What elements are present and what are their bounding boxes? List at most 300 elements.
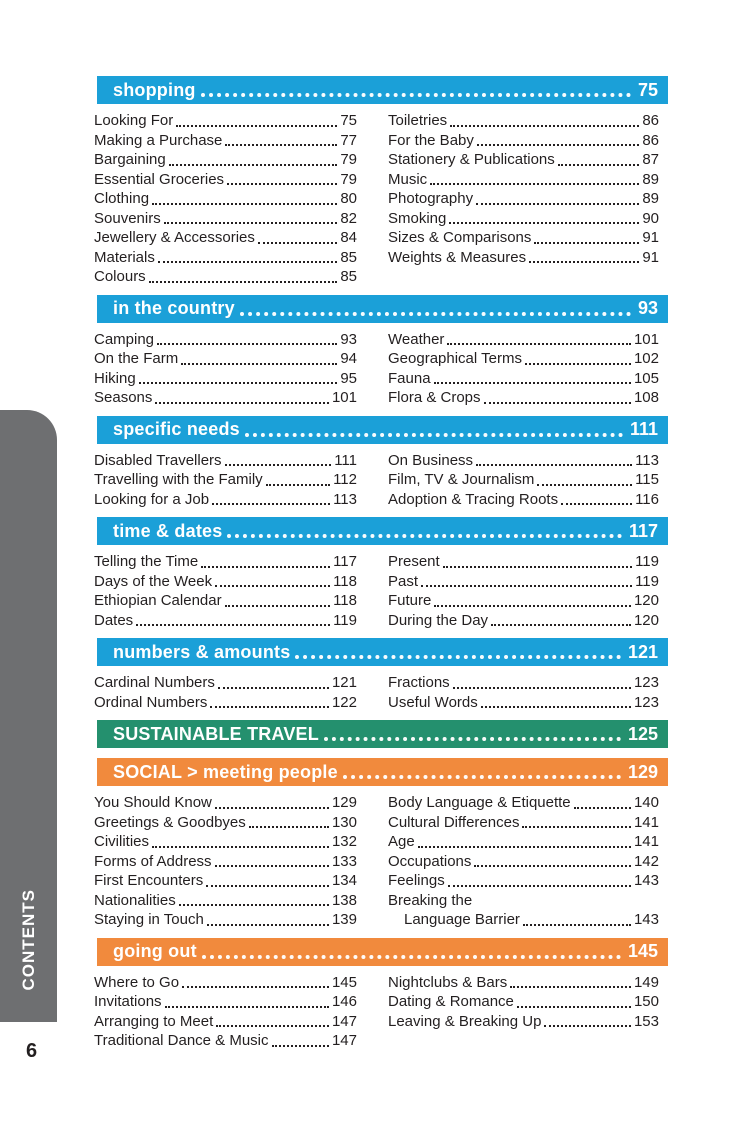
page-number: 6 xyxy=(26,1040,38,1062)
entry-page: 85 xyxy=(340,268,357,285)
entry-leader-dots xyxy=(484,388,631,404)
toc-entry xyxy=(94,591,357,611)
toc-entry xyxy=(94,552,357,572)
entry-label: Useful Words xyxy=(388,693,478,711)
entry-label: Colours xyxy=(94,268,146,285)
entry-leader-dots xyxy=(421,572,632,588)
entry-leader-dots xyxy=(443,552,632,568)
entry-label: Materials xyxy=(94,248,155,266)
entry-page: 112 xyxy=(333,471,357,488)
entry-page: 150 xyxy=(633,993,659,1010)
entry-leader-dots xyxy=(249,813,329,829)
section-leader-dots xyxy=(343,763,621,779)
toc-entry xyxy=(94,330,357,350)
entry-page: 121 xyxy=(331,674,357,691)
toc-section xyxy=(94,416,668,518)
entry-label: Travelling with the Family xyxy=(94,471,263,488)
section-page: 129 xyxy=(627,761,658,782)
toc-entry xyxy=(94,490,357,510)
entry-page: 119 xyxy=(635,553,659,570)
entry-leader-dots xyxy=(491,611,631,627)
section-title: in the country xyxy=(113,298,235,318)
section-leader-dots xyxy=(324,725,621,741)
entry-label: Toiletries xyxy=(388,112,448,129)
entry-page: 122 xyxy=(331,693,357,711)
entry-leader-dots xyxy=(574,793,631,809)
entry-leader-dots xyxy=(450,111,639,127)
entry-page: 102 xyxy=(633,350,659,367)
section-bar xyxy=(97,517,668,545)
entry-page: 86 xyxy=(642,131,659,149)
toc-entry xyxy=(388,910,659,930)
toc-entry xyxy=(388,111,659,131)
toc-entry xyxy=(94,673,357,693)
toc-entry xyxy=(388,852,659,872)
entry-label: Invitations xyxy=(94,993,162,1010)
entry-page: 147 xyxy=(331,1032,357,1049)
entry-leader-dots xyxy=(544,1012,631,1028)
toc-entry xyxy=(94,992,357,1012)
entry-label: Jewellery & Accessories xyxy=(94,229,255,246)
left-column xyxy=(94,973,357,1051)
right-column xyxy=(388,330,659,408)
section-bar xyxy=(97,720,668,748)
section-page: 121 xyxy=(627,641,658,662)
entry-page: 120 xyxy=(633,592,659,609)
entry-label: Weights & Measures xyxy=(388,248,527,266)
entry-label: Nightclubs & Bars xyxy=(388,973,508,991)
entry-page: 89 xyxy=(642,190,659,207)
entry-page: 84 xyxy=(340,229,357,246)
toc-entry xyxy=(94,832,357,852)
entry-leader-dots xyxy=(510,973,631,989)
section-page: 111 xyxy=(629,419,658,439)
toc-entry xyxy=(388,611,659,631)
entry-label: Clothing xyxy=(94,190,150,207)
contents-tab-label: CONTENTS xyxy=(18,888,38,990)
entry-label: Telling the Time xyxy=(94,553,199,570)
entry-leader-dots xyxy=(476,451,632,467)
entry-page: 141 xyxy=(633,813,659,831)
toc-entry xyxy=(94,369,357,389)
left-column xyxy=(94,552,357,630)
toc-entry xyxy=(388,150,659,170)
entry-page: 82 xyxy=(340,209,357,227)
section-title: SUSTAINABLE TRAVEL xyxy=(113,723,319,744)
entry-leader-dots xyxy=(448,871,631,887)
entry-leader-dots xyxy=(225,591,330,607)
entry-label: Breaking the xyxy=(388,891,473,909)
entry-page: 101 xyxy=(633,330,659,348)
entry-label: Dating & Romance xyxy=(388,993,514,1010)
entry-leader-dots xyxy=(216,1012,329,1028)
toc-entry xyxy=(94,572,357,592)
entry-page: 142 xyxy=(633,852,659,870)
toc-entry xyxy=(388,591,659,611)
entry-page: 140 xyxy=(633,794,659,811)
left-column xyxy=(94,673,357,712)
entry-leader-dots xyxy=(561,490,632,506)
entry-page: 116 xyxy=(635,490,659,508)
entry-label: On the Farm xyxy=(94,350,179,367)
entry-page: 119 xyxy=(635,572,659,590)
entry-leader-dots xyxy=(179,891,329,907)
entry-leader-dots xyxy=(434,369,631,385)
section-page: 145 xyxy=(627,941,658,961)
entry-page: 95 xyxy=(340,369,357,387)
entry-label: Nationalities xyxy=(94,891,176,909)
entry-leader-dots xyxy=(258,228,337,244)
toc-entry xyxy=(388,490,659,510)
toc-entry xyxy=(388,470,659,490)
toc-section xyxy=(94,295,668,416)
entry-label: Age xyxy=(388,833,415,850)
toc-entry xyxy=(94,111,357,131)
entry-leader-dots xyxy=(218,673,329,689)
entry-label: Past xyxy=(388,572,419,590)
entry-leader-dots xyxy=(477,131,639,147)
entry-label: Looking For xyxy=(94,112,174,129)
entry-page: 94 xyxy=(340,350,357,367)
toc-entry xyxy=(388,871,659,891)
entry-page: 149 xyxy=(633,973,659,991)
toc-content xyxy=(94,76,668,1059)
entry-leader-dots xyxy=(534,228,639,244)
section-title: numbers & amounts xyxy=(113,641,291,662)
entry-leader-dots xyxy=(266,470,330,486)
entry-page: 139 xyxy=(331,911,357,928)
entry-label: Forms of Address xyxy=(94,852,212,870)
entry-leader-dots xyxy=(155,388,329,404)
entry-leader-dots xyxy=(418,832,631,848)
entry-label: Arranging to Meet xyxy=(94,1012,214,1030)
section-columns xyxy=(94,104,668,295)
toc-entry xyxy=(94,170,357,190)
entry-label: Greetings & Goodbyes xyxy=(94,813,246,831)
entry-page: 132 xyxy=(331,833,357,850)
toc-entry xyxy=(388,330,659,350)
entry-leader-dots xyxy=(517,992,631,1008)
entry-page: 133 xyxy=(331,852,357,870)
entry-leader-dots xyxy=(165,992,329,1008)
toc-entry xyxy=(94,852,357,872)
toc-entry xyxy=(94,871,357,891)
entry-label: Camping xyxy=(94,330,155,348)
toc-entry xyxy=(388,572,659,592)
entry-leader-dots xyxy=(225,131,337,147)
right-column xyxy=(388,451,659,510)
entry-label: Souvenirs xyxy=(94,209,161,227)
entry-label: Disabled Travellers xyxy=(94,451,222,469)
toc-entry xyxy=(94,209,357,229)
entry-label: Dates xyxy=(94,611,134,629)
entry-label: Ordinal Numbers xyxy=(94,693,208,711)
right-column xyxy=(388,973,659,1032)
entry-label: Where to Go xyxy=(94,973,180,991)
entry-label: Occupations xyxy=(388,852,472,870)
entry-page: 80 xyxy=(340,190,357,207)
entry-page: 93 xyxy=(340,330,357,348)
section-page: 93 xyxy=(637,298,658,318)
entry-page: 147 xyxy=(331,1012,357,1030)
entry-page: 105 xyxy=(633,369,659,387)
entry-leader-dots xyxy=(537,470,632,486)
entry-label: Seasons xyxy=(94,389,153,406)
entry-page: 87 xyxy=(642,151,659,168)
toc-section xyxy=(94,76,668,295)
toc-entry xyxy=(94,131,357,151)
entry-leader-dots xyxy=(481,693,631,709)
entry-leader-dots xyxy=(207,910,329,926)
left-column xyxy=(94,793,357,930)
entry-page: 117 xyxy=(333,553,357,570)
toc-entry xyxy=(388,992,659,1012)
entry-page: 123 xyxy=(633,674,659,691)
entry-leader-dots xyxy=(215,572,330,588)
entry-label: Smoking xyxy=(388,209,447,227)
entry-label: For the Baby xyxy=(388,131,474,149)
entry-page: 129 xyxy=(331,794,357,811)
toc-section xyxy=(94,938,668,1059)
entry-label: Ethiopian Calendar xyxy=(94,592,222,609)
entry-leader-dots xyxy=(529,248,639,264)
entry-leader-dots xyxy=(474,852,631,868)
section-page: 125 xyxy=(627,723,658,744)
entry-leader-dots xyxy=(152,832,329,848)
toc-entry xyxy=(94,470,357,490)
entry-page: 141 xyxy=(633,833,659,850)
section-leader-dots xyxy=(295,643,621,659)
entry-leader-dots xyxy=(157,330,337,346)
section-title: SOCIAL > meeting people xyxy=(113,761,338,782)
toc-section xyxy=(94,638,668,720)
entry-page: 138 xyxy=(331,891,357,909)
toc-entry xyxy=(94,813,357,833)
right-column xyxy=(388,673,659,712)
entry-leader-dots xyxy=(169,150,338,166)
entry-page: 153 xyxy=(633,1012,659,1030)
entry-page: 77 xyxy=(340,131,357,149)
entry-label: Days of the Week xyxy=(94,572,213,590)
toc-entry xyxy=(94,189,357,209)
toc-entry xyxy=(388,170,659,190)
toc-entry xyxy=(94,248,357,268)
entry-page: 91 xyxy=(642,229,659,246)
section-title: shopping xyxy=(113,79,196,100)
section-columns xyxy=(94,666,668,720)
entry-page: 79 xyxy=(340,170,357,188)
entry-label: Leaving & Breaking Up xyxy=(388,1012,542,1030)
entry-label: Sizes & Comparisons xyxy=(388,229,532,246)
entry-page: 145 xyxy=(331,973,357,991)
entry-page: 79 xyxy=(340,151,357,168)
toc-entry xyxy=(388,793,659,813)
entry-leader-dots xyxy=(152,189,337,205)
entry-page: 113 xyxy=(635,451,659,469)
toc-entry xyxy=(388,189,659,209)
entry-page: 146 xyxy=(331,993,357,1010)
section-bar xyxy=(97,416,668,444)
section-bar xyxy=(97,758,668,786)
entry-page: 123 xyxy=(633,693,659,711)
entry-leader-dots xyxy=(210,693,329,709)
toc-entry xyxy=(94,1012,357,1032)
entry-page: 75 xyxy=(340,112,357,129)
entry-label: Geographical Terms xyxy=(388,350,522,367)
entry-leader-dots xyxy=(212,490,330,506)
section-leader-dots xyxy=(201,81,631,97)
section-title: going out xyxy=(113,941,197,961)
entry-page: 108 xyxy=(633,389,659,406)
toc-entry xyxy=(94,228,357,248)
entry-leader-dots xyxy=(215,793,329,809)
entry-leader-dots xyxy=(149,267,338,283)
entry-label: Body Language & Etiquette xyxy=(388,794,571,811)
entry-leader-dots xyxy=(449,209,639,225)
entry-page: 143 xyxy=(633,872,659,889)
entry-page: 134 xyxy=(331,872,357,889)
section-leader-dots xyxy=(227,522,622,538)
section-title: time & dates xyxy=(113,520,223,541)
left-column xyxy=(94,451,357,510)
contents-tab xyxy=(0,410,57,1022)
section-columns xyxy=(94,545,668,638)
entry-label: Fractions xyxy=(388,674,450,691)
entry-leader-dots xyxy=(453,673,631,689)
section-leader-dots xyxy=(240,300,631,316)
toc-section xyxy=(94,720,668,748)
entry-leader-dots xyxy=(522,813,631,829)
entry-label: Music xyxy=(388,170,428,188)
left-column xyxy=(94,330,357,408)
entry-leader-dots xyxy=(434,591,631,607)
entry-leader-dots xyxy=(525,349,631,365)
entry-page: 119 xyxy=(333,611,357,629)
entry-leader-dots xyxy=(181,349,337,365)
toc-entry xyxy=(94,611,357,631)
entry-label: Traditional Dance & Music xyxy=(94,1032,269,1049)
entry-leader-dots xyxy=(201,552,330,568)
toc-entry xyxy=(94,150,357,170)
entry-page: 130 xyxy=(331,813,357,831)
section-bar xyxy=(97,76,668,104)
right-column xyxy=(388,793,659,930)
toc-entry xyxy=(388,813,659,833)
toc-entry xyxy=(388,891,659,911)
toc-entry xyxy=(388,131,659,151)
section-columns xyxy=(94,323,668,416)
entry-leader-dots xyxy=(225,451,332,467)
entry-leader-dots xyxy=(164,209,338,225)
section-bar xyxy=(97,638,668,666)
entry-label: Making a Purchase xyxy=(94,131,223,149)
entry-label: Cultural Differences xyxy=(388,813,520,831)
toc-entry xyxy=(388,673,659,693)
entry-leader-dots xyxy=(215,852,329,868)
entry-page: 115 xyxy=(635,471,659,488)
toc-entry xyxy=(94,693,357,713)
toc-entry xyxy=(388,451,659,471)
entry-label: First Encounters xyxy=(94,872,204,889)
toc-entry xyxy=(94,451,357,471)
entry-label: Cardinal Numbers xyxy=(94,674,215,691)
toc-entry xyxy=(388,1012,659,1032)
entry-leader-dots xyxy=(558,150,640,166)
entry-label: Future xyxy=(388,592,432,609)
entry-leader-dots xyxy=(206,871,329,887)
entry-label: Stationery & Publications xyxy=(388,151,555,168)
entry-leader-dots xyxy=(182,973,329,989)
toc-entry xyxy=(94,973,357,993)
toc-entry xyxy=(94,910,357,930)
entry-page: 118 xyxy=(333,572,357,590)
entry-leader-dots xyxy=(476,189,639,205)
entry-page: 86 xyxy=(642,112,659,129)
entry-page: 90 xyxy=(642,209,659,227)
entry-label: Hiking xyxy=(94,369,136,387)
section-leader-dots xyxy=(202,943,621,959)
section-bar xyxy=(97,295,668,323)
entry-label: Feelings xyxy=(388,872,445,889)
entry-page: 85 xyxy=(340,248,357,266)
entry-label: During the Day xyxy=(388,611,489,629)
toc-entry xyxy=(388,973,659,993)
toc-entry xyxy=(388,693,659,713)
toc-entry xyxy=(388,832,659,852)
entry-label: Civilities xyxy=(94,833,150,850)
right-column xyxy=(388,552,659,630)
entry-label: Looking for a Job xyxy=(94,490,210,508)
entry-page: 118 xyxy=(333,592,357,609)
toc-entry xyxy=(94,349,357,369)
toc-entry xyxy=(94,1031,357,1051)
entry-label: Present xyxy=(388,553,440,570)
entry-leader-dots xyxy=(136,611,330,627)
toc-entry xyxy=(388,209,659,229)
entry-leader-dots xyxy=(176,111,337,127)
toc-entry xyxy=(94,793,357,813)
entry-leader-dots xyxy=(158,248,337,264)
left-column xyxy=(94,111,357,287)
entry-label: Film, TV & Journalism xyxy=(388,471,535,488)
section-page: 75 xyxy=(637,79,658,100)
entry-page: 89 xyxy=(642,170,659,188)
entry-label: Staying in Touch xyxy=(94,911,204,928)
entry-label: On Business xyxy=(388,451,474,469)
section-columns xyxy=(94,786,668,938)
toc-entry xyxy=(388,349,659,369)
toc-entry xyxy=(94,388,357,408)
section-columns xyxy=(94,966,668,1059)
toc-entry xyxy=(388,369,659,389)
entry-leader-dots xyxy=(272,1031,329,1047)
entry-leader-dots xyxy=(523,910,631,926)
entry-label: Fauna xyxy=(388,369,431,387)
entry-leader-dots xyxy=(227,170,337,186)
section-leader-dots xyxy=(245,421,623,437)
toc-section xyxy=(94,758,668,938)
toc-entry xyxy=(388,228,659,248)
section-columns xyxy=(94,444,668,518)
entry-label: You Should Know xyxy=(94,794,212,811)
entry-page: 113 xyxy=(333,490,357,508)
section-bar xyxy=(97,938,668,966)
entry-label: Flora & Crops xyxy=(388,389,481,406)
entry-page: 111 xyxy=(334,451,357,469)
toc-entry xyxy=(388,388,659,408)
entry-leader-dots xyxy=(139,369,338,385)
entry-page: 143 xyxy=(633,911,659,928)
